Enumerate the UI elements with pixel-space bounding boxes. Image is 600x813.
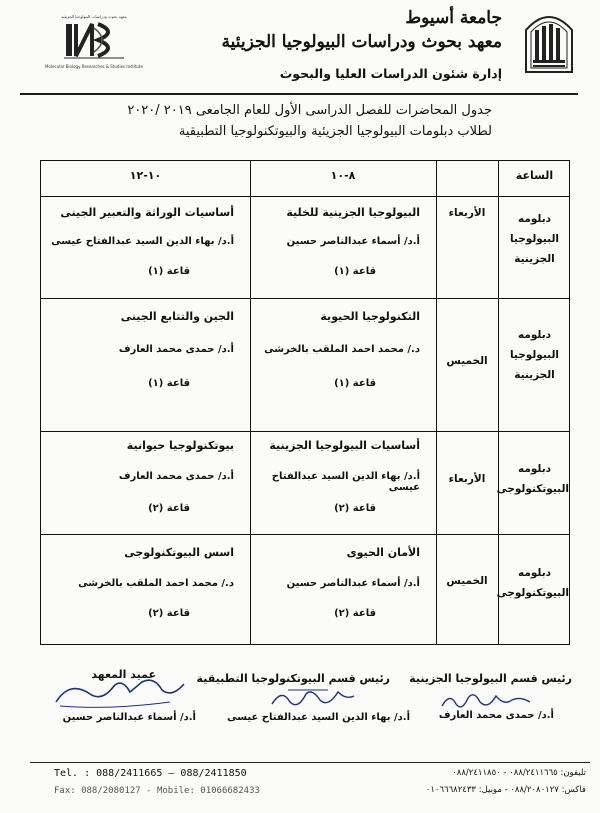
- signature-name-right: أ.د/ حمدى محمد العارف: [438, 710, 554, 721]
- signature-title-left: عميد المعهد: [91, 668, 156, 681]
- lecture-slot-2: [41, 431, 250, 534]
- course-name: أساسيات الوراثة والتعبير الجينى: [60, 206, 234, 219]
- header-hour: الساعة: [515, 169, 554, 182]
- signature-name-middle: أ.د/ بهاء الدين السيد عبدالفتاح عيسى: [227, 712, 410, 723]
- signature-scribble-middle: [268, 684, 358, 712]
- signature-name-left: أ.د/ أسماء عبدالناصر حسين: [62, 712, 196, 723]
- room-label: قاعة (١): [148, 266, 190, 277]
- lecture-slot-2: [41, 534, 250, 644]
- lecture-slot-1: [250, 431, 436, 534]
- lecture-slot-2: [41, 298, 250, 431]
- footer-phone-en: Tel. : 088/2411665 – 088/2411850: [54, 768, 247, 779]
- footer-phone-ar: تليفون: ٠٨٨/٢٤١١٦٦٥ - ٠٨٨/٢٤١١٨٥٠: [452, 768, 586, 778]
- instructor-name: أ.د/ أسماء عبدالناصر حسين: [286, 236, 420, 247]
- course-name: التكنولوجيا الحيوية: [320, 310, 420, 323]
- footer-fax-en: Fax: 088/2080127 - Mobile: 01066682433: [54, 786, 260, 796]
- room-label: قاعة (١): [334, 266, 376, 277]
- instructor-name: أ.د/ بهاء الدين السيد عبدالفتاح عيسى: [51, 236, 234, 247]
- room-label: قاعة (٢): [148, 503, 190, 514]
- course-name: الأمان الحيوى: [346, 546, 420, 559]
- room-label: قاعة (١): [148, 378, 190, 389]
- institute-logo-caption: Molecular Biology Researches & Studies Institute: [45, 64, 143, 69]
- university-emblem: [520, 8, 578, 74]
- signature-scribble-left: [50, 672, 190, 712]
- schedule-table: [40, 160, 570, 645]
- signature-title-right: رئيس قسم البيولوجيا الجزينية: [409, 672, 572, 685]
- course-name: البيولوجيا الجزينية للخلية: [286, 206, 420, 219]
- table-divider: [436, 161, 437, 644]
- day-cell: الخميس: [446, 575, 488, 587]
- lecture-slot-2: [41, 196, 250, 298]
- course-name: أساسيات البيولوجيا الجزينية: [269, 439, 420, 452]
- diploma-cell: دبلومه البيوتكنولوجى: [496, 463, 569, 495]
- footer-fax-ar: فاكس: ٠٨٨/٢٠٨٠١٢٧ - موبيل: ٠١٠٦٦٦٨٢٤٣٣: [425, 785, 586, 795]
- signature-title-middle: رئيس قسم البيوتكنولوجيا التطبيقية: [196, 672, 390, 685]
- university-name: جامعة أسيوط: [405, 8, 502, 28]
- day-cell: الأربعاء: [448, 473, 486, 485]
- instructor-name: أ.د/ حمدى محمد العارف: [118, 471, 234, 482]
- footer-divider: [30, 762, 590, 763]
- instructor-name: أ.د/ بهاء الدين السيد عبدالفتاح عيسى: [271, 471, 420, 493]
- course-name: اسس البيوتكنولوجى: [124, 546, 234, 559]
- diploma-cell: دبلومه البيولوجيا الجزينية: [509, 213, 560, 265]
- institute-logo: [24, 14, 164, 82]
- schedule-title: جدول المحاضرات للفصل الدراسى الأول للعام الجامعى ٢٠١٩ /٢٠٢٠: [127, 103, 492, 118]
- university-emblem-icon: [520, 8, 578, 74]
- day-cell: الأربعاء: [448, 207, 486, 219]
- diploma-cell: دبلومه البيوتكنولوجى: [496, 567, 569, 599]
- instructor-name: د./ محمد احمد الملقب بالخرشى: [78, 578, 234, 589]
- header-slot-1: ٨-١٠: [330, 169, 356, 182]
- room-label: قاعة (٢): [334, 503, 376, 514]
- instructor-name: أ.د/ أسماء عبدالناصر حسين: [286, 578, 420, 589]
- diploma-cell: دبلومه البيولوجيا الجزينية: [509, 329, 560, 381]
- lecture-slot-1: [250, 534, 436, 644]
- instructor-name: أ.د/ حمدى محمد العارف: [118, 344, 234, 355]
- course-name: الجين والتتابع الجينى: [120, 310, 234, 323]
- schedule-subtitle: لطلاب دبلومات البيولوجيا الجزيئية والبيوتكنولوجيا التطبيقية: [178, 124, 492, 139]
- institute-logo-caption-top: معهد بحوث ودراسات البيولوجيا الجزيئية: [61, 14, 127, 19]
- day-cell: الخميس: [446, 355, 488, 367]
- department-name: إدارة شئون الدراسات العليا والبحوث: [279, 66, 502, 81]
- course-name: بيوتكنولوجيا حيوانية: [126, 439, 234, 452]
- institute-name: معهد بحوث ودراسات البيولوجيا الجزيئية: [221, 32, 502, 52]
- room-label: قاعة (١): [334, 378, 376, 389]
- header-divider: [20, 93, 578, 95]
- header-slot-2: ١٠-١٢: [129, 169, 162, 182]
- table-divider: [498, 161, 499, 644]
- lecture-slot-1: [250, 196, 436, 298]
- room-label: قاعة (٢): [148, 608, 190, 619]
- lecture-slot-1: [250, 298, 436, 431]
- room-label: قاعة (٢): [334, 608, 376, 619]
- dna-logo-icon: [64, 20, 124, 62]
- instructor-name: د./ محمد احمد الملقب بالخرشى: [264, 344, 420, 355]
